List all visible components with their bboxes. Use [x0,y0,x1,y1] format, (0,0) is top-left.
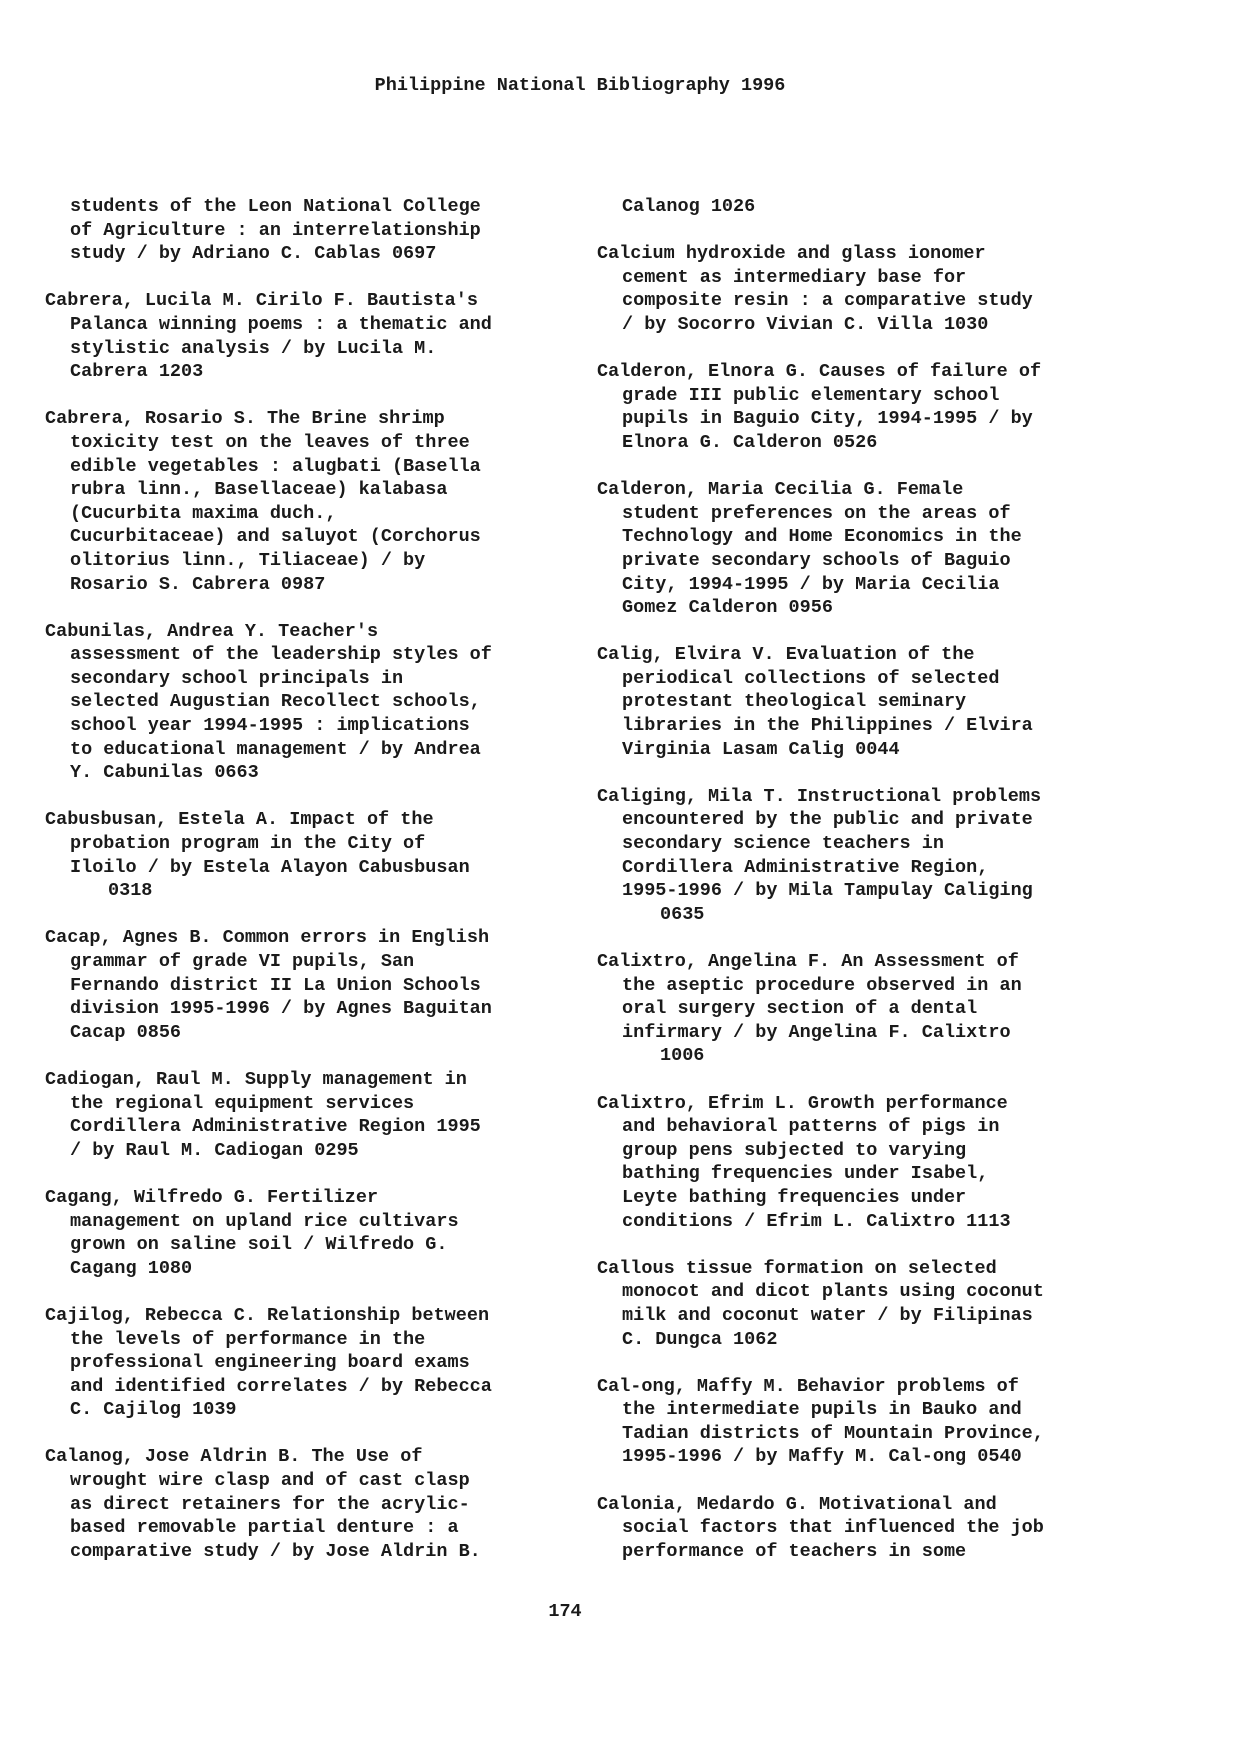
entry-line: grade III public elementary school [622,384,1000,406]
entry-line: Calcium hydroxide and glass ionomer [597,243,986,265]
entry-line: Cadiogan, Raul M. Supply management in [45,1068,467,1090]
bibliography-entry [597,950,1157,1068]
entry-line: and behavioral patterns of pigs in [622,1116,1000,1138]
entry-line: Iloilo / by Estela Alayon Cabusbusan [70,856,470,878]
entry-line: grammar of grade VI pupils, San [70,951,415,972]
entry-line: periodical collections of selected [622,667,1000,689]
entry-line: assessment of the leadership styles of [70,644,492,666]
bibliography-entry [597,1092,1157,1234]
entry-line: Calderon, Maria Cecilia G. Female [597,479,964,501]
right-column [597,195,1157,1587]
entry-line: Calig, Elvira V. Evaluation of the [597,644,975,666]
entry-number: 1006 [660,1045,705,1067]
entry-line: wrought wire clasp and of cast clasp [70,1470,470,1492]
entry-line: 1995-1996 / by Mila Tampulay Caliging [622,880,1033,902]
entry-line: social factors that influenced the job [622,1517,1044,1539]
entry-line: milk and coconut water / by Filipinas [622,1304,1033,1326]
bibliography-entry [597,1375,1157,1469]
bibliography-entry [45,1186,565,1280]
entry-number: 0635 [660,903,705,925]
bibliography-entry [597,360,1157,454]
entry-line: oral surgery section of a dental [622,998,978,1020]
entry-line: encountered by the public and private [622,809,1033,831]
entry-line: Calanog, Jose Aldrin B. The Use of [45,1446,423,1468]
entry-line: to educational management / by Andrea [70,738,481,760]
entry-line: Cabusbusan, Estela A. Impact of the [45,809,434,831]
entry-line: selected Augustian Recollect schools, [70,691,481,713]
entry-line: Caliging, Mila T. Instructional problems [597,785,1042,807]
entry-line: comparative study / by Jose Aldrin B. [70,1540,481,1562]
bibliography-entry [45,808,565,902]
entry-line: Cajilog, Rebecca C. Relationship between [45,1304,490,1326]
entry-line: secondary science teachers in [622,833,944,855]
bibliography-entry [45,407,565,596]
entry-line: Cacap, Agnes B. Common errors in English [45,927,490,949]
entry-line: cement as intermediary base for [622,266,967,288]
entry-line: libraries in the Philippines / Elvira [622,715,1033,737]
bibliography-entry [45,620,565,785]
entry-line: performance of teachers in some [622,1540,967,1562]
entry-line: Cordillera Administrative Region, [622,856,989,878]
entry-line: City, 1994-1995 / by Maria Cecilia [622,573,1000,595]
entry-line: monocot and dicot plants using coconut [622,1281,1044,1303]
entry-line: secondary school principals in [70,667,404,689]
bibliography-entry [45,289,565,383]
entry-line: Calixtro, Efrim L. Growth performance [597,1092,1008,1114]
bibliography-entry [597,643,1157,761]
entry-line: Cucurbitaceae) and saluyot (Corchorus [70,526,481,548]
bibliography-entry [597,242,1157,336]
entry-line: Rosario S. Cabrera 0987 [70,573,326,595]
entry-line: Elnora G. Calderon 0526 [622,431,878,453]
entry-line: rubra linn., Basellaceae) kalabasa [70,479,448,501]
entry-line: Gomez Calderon 0956 [622,597,833,619]
entry-line: stylistic analysis / by Lucila M. [70,337,437,359]
left-column [45,195,565,1587]
entry-line: (Cucurbita maxima duch., [70,502,337,524]
entry-line: C. Dungca 1062 [622,1328,778,1350]
entry-line: toxicity test on the leaves of three [70,431,470,453]
entry-line: Virginia Lasam Calig 0044 [622,738,900,760]
entry-line: the aseptic procedure observed in an [622,974,1022,996]
bibliography-entry [597,478,1157,620]
entry-line: the intermediate pupils in Bauko and [622,1399,1022,1421]
entry-line: Technology and Home Economics in the [622,526,1022,548]
entry-line: Calixtro, Angelina F. An Assessment of [597,951,1019,972]
entry-line: Cabunilas, Andrea Y. Teacher's [45,620,379,642]
entry-line: Cacap 0856 [70,1021,182,1043]
entry-line: the levels of performance in the [70,1328,426,1350]
entry-line: / by Raul M. Cadiogan 0295 [70,1139,359,1161]
entry-line: Cagang 1080 [70,1257,193,1279]
bibliography-entry [45,1068,565,1162]
entry-line: grown on saline soil / Wilfredo G. [70,1234,448,1256]
entry-line: Y. Cabunilas 0663 [70,762,259,784]
entry-line: group pens subjected to varying [622,1139,967,1161]
entry-line: Leyte bathing frequencies under [622,1186,967,1208]
bibliography-entry [597,1493,1157,1564]
entry-line: Fernando district II La Union Schools [70,974,481,996]
entry-line: composite resin : a comparative study [622,290,1033,312]
entry-line: protestant theological seminary [622,691,967,713]
entry-line: infirmary / by Angelina F. Calixtro [622,1021,1011,1043]
bibliography-entry [597,1257,1157,1351]
entry-line: conditions / Efrim L. Calixtro 1113 [622,1210,1011,1232]
entry-line: private secondary schools of Baguio [622,549,1011,571]
entry-line: Calanog 1026 [622,196,756,217]
entry-line: the regional equipment services [70,1092,415,1114]
entry-line: based removable partial denture : a [70,1517,459,1539]
entry-line: student preferences on the areas of [622,502,1011,524]
bibliography-entry [45,195,565,266]
entry-line: C. Cajilog 1039 [70,1399,237,1421]
entry-line: school year 1994-1995 : implications [70,715,470,737]
entry-line: bathing frequencies under Isabel, [622,1163,989,1185]
entry-line: probation program in the City of [70,833,426,855]
entry-line: professional engineering board exams [70,1352,470,1374]
entry-line: Callous tissue formation on selected [597,1257,997,1279]
entry-line: Tadian districts of Mountain Province, [622,1422,1044,1444]
entry-line: division 1995-1996 / by Agnes Baguitan [70,998,492,1020]
entry-line: students of the Leon National College [70,196,481,217]
entry-line: Calonia, Medardo G. Motivational and [597,1493,997,1515]
bibliography-entry [45,926,565,1044]
entry-line: edible vegetables : alugbati (Basella [70,455,481,477]
entry-line: 1995-1996 / by Maffy M. Cal-ong 0540 [622,1446,1022,1468]
running-head: Philippine National Bibliography 1996 [374,75,786,96]
bibliography-entry [597,785,1157,927]
entry-line: Cordillera Administrative Region 1995 [70,1116,481,1138]
entry-line: Cabrera, Rosario S. The Brine shrimp [45,408,445,430]
entry-line: Cal-ong, Maffy M. Behavior problems of [597,1375,1019,1397]
entry-line: / by Socorro Vivian C. Villa 1030 [622,313,989,335]
bibliography-entry [45,1304,565,1422]
entry-line: of Agriculture : an interrelationship [70,219,481,241]
entry-line: management on upland rice cultivars [70,1210,459,1232]
entry-line: olitorius linn., Tiliaceae) / by [70,549,426,571]
entry-line: pupils in Baguio City, 1994-1995 / by [622,408,1033,430]
bibliography-entry [45,1445,565,1563]
entry-line: Palanca winning poems : a thematic and [70,313,492,335]
entry-line: Cabrera 1203 [70,361,204,383]
entry-line: Calderon, Elnora G. Causes of failure of [597,361,1042,383]
entry-line: and identified correlates / by Rebecca [70,1375,492,1397]
entry-line: Cagang, Wilfredo G. Fertilizer [45,1186,379,1208]
bibliography-entry [597,195,1157,219]
entry-line: as direct retainers for the acrylic- [70,1493,470,1515]
entry-number: 0318 [108,880,153,902]
entry-line: study / by Adriano C. Cablas 0697 [70,243,437,265]
entry-line: Cabrera, Lucila M. Cirilo F. Bautista's [45,290,478,312]
page-number: 174 [548,1601,582,1622]
